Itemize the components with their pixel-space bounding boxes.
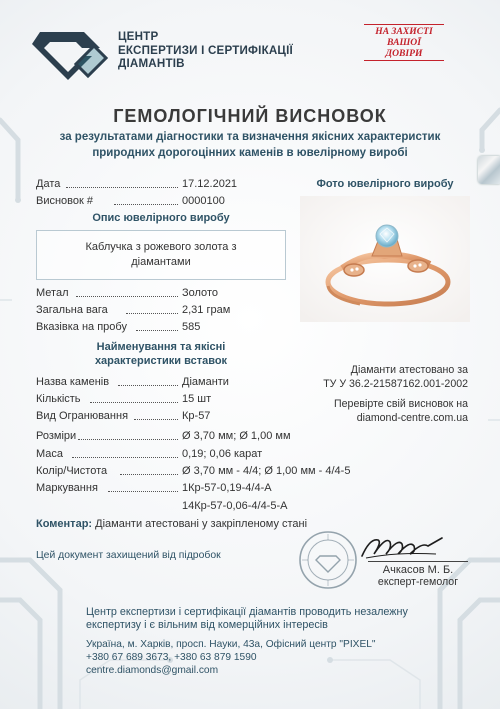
organization-name (118, 30, 293, 71)
probe-value: 585 (182, 321, 201, 333)
comment-text: Діаманти атестовані у закріпленому стані (95, 518, 308, 530)
stone-name-value: Діаманти (182, 376, 229, 388)
stone-mark-value2: 14Кр-57-0,06-4/4-5-А (182, 500, 288, 512)
stone-count-value: 15 шт (182, 393, 212, 405)
stone-mass-value: 0,19; 0,06 карат (182, 448, 263, 460)
footer-line2: експертизу і є вільним від комерційних інтересів (86, 619, 328, 631)
certification-line2: ТУ У 36.2-21587162.001-2002 (323, 378, 468, 390)
hologram-sticker (478, 156, 500, 184)
stone-color-value: Ø 3,70 мм - 4/4; Ø 1,00 мм - 4/4-5 (182, 465, 351, 477)
number-value: 0000100 (182, 195, 225, 207)
item-description-line2: діамантами (131, 256, 191, 268)
verification-link[interactable]: diamond-centre.com.ua (356, 412, 468, 424)
org-name-line2: ЕКСПЕРТИЗИ І СЕРТИФІКАЦІЇ (118, 43, 293, 57)
date-label: Дата (36, 178, 61, 190)
comment-label: Коментар: (36, 518, 93, 530)
trust-slogan (364, 24, 444, 66)
protection-notice: Цей документ захищений від підробок (36, 550, 221, 561)
footer-email[interactable]: centre.diamonds@gmail.com (86, 665, 219, 676)
ring-photo (300, 196, 470, 322)
org-name-line3: ДІАМАНТІВ (118, 57, 185, 70)
stone-size-value: Ø 3,70 мм; Ø 1,00 мм (182, 430, 291, 442)
item-description-line1: Каблучка з рожевого золота з (85, 241, 237, 253)
certification-line1: Діаманти атестовано за (350, 364, 468, 376)
stone-name-label: Назва каменів (36, 376, 110, 388)
org-name-line1: ЦЕНТР (118, 30, 159, 43)
footer-address: Україна, м. Харків, просп. Науки, 43а, Офісний центр "PIXEL" (86, 639, 376, 650)
signer-name: Ачкасов М. Б. (368, 561, 468, 576)
signer-role: експерт-гемолог (377, 576, 459, 588)
weight-value: 2,31 грам (182, 304, 231, 316)
metal-value: Золото (182, 287, 218, 299)
comment (36, 518, 307, 530)
stones-title-line2: характеристики вставок (94, 355, 228, 367)
slogan-line2: ВАШОЇ (387, 37, 421, 48)
date-value: 17.12.2021 (182, 178, 238, 190)
stone-cut-label: Вид Огранювання (36, 410, 129, 422)
stone-size-label: Розміри (36, 430, 77, 442)
stone-count-label: Кількість (36, 393, 81, 405)
stones-title-line1: Найменування та якісні (96, 341, 226, 353)
footer-line1: Центр експертизи і сертифікації діамантів проводить незалежну (86, 606, 408, 618)
probe-label: Вказівка на пробу (36, 321, 127, 333)
footer-contacts (86, 638, 376, 677)
weight-label: Загальна вага (36, 304, 108, 316)
stone-mark-label: Маркування (36, 482, 98, 494)
item-description-box (36, 230, 286, 280)
diamond-logo-icon (30, 24, 112, 82)
document-subtitle (40, 129, 460, 161)
footer-phones: +380 67 689 3673, +380 63 879 1590 (86, 652, 257, 663)
stone-mark-value1: 1Кр-57-0,19-4/4-А (182, 482, 272, 494)
seal-stamp-icon (296, 528, 360, 592)
photo-title: Фото ювелірного виробу (316, 178, 454, 190)
verification-info (288, 397, 468, 425)
slogan-line1: НА ЗАХИСТІ (364, 24, 444, 37)
subtitle-line1: за результатами діагностики та визначення якісних характеристик (59, 131, 441, 143)
certification-standard (288, 363, 468, 391)
stone-color-label: Колір/Чистота (36, 465, 108, 477)
subtitle-line2: природних дорогоцінних каменів в ювелірному виробі (92, 147, 408, 159)
stones-title (36, 340, 286, 368)
slogan-line3: ДОВІРИ (364, 48, 444, 61)
document-title: ГЕМОЛОГІЧНИЙ ВИСНОВОК (113, 106, 387, 126)
verification-line1: Перевірте свій висновок на (334, 398, 468, 410)
item-description-title: Опис ювелірного виробу (92, 212, 230, 224)
stone-mass-label: Маса (36, 448, 64, 460)
stone-cut-value: Кр-57 (182, 410, 211, 422)
item-description-text (37, 240, 285, 270)
signature-icon (356, 528, 446, 564)
number-label: Висновок # (36, 195, 93, 207)
metal-label: Метал (36, 287, 69, 299)
footer-statement (86, 606, 408, 632)
